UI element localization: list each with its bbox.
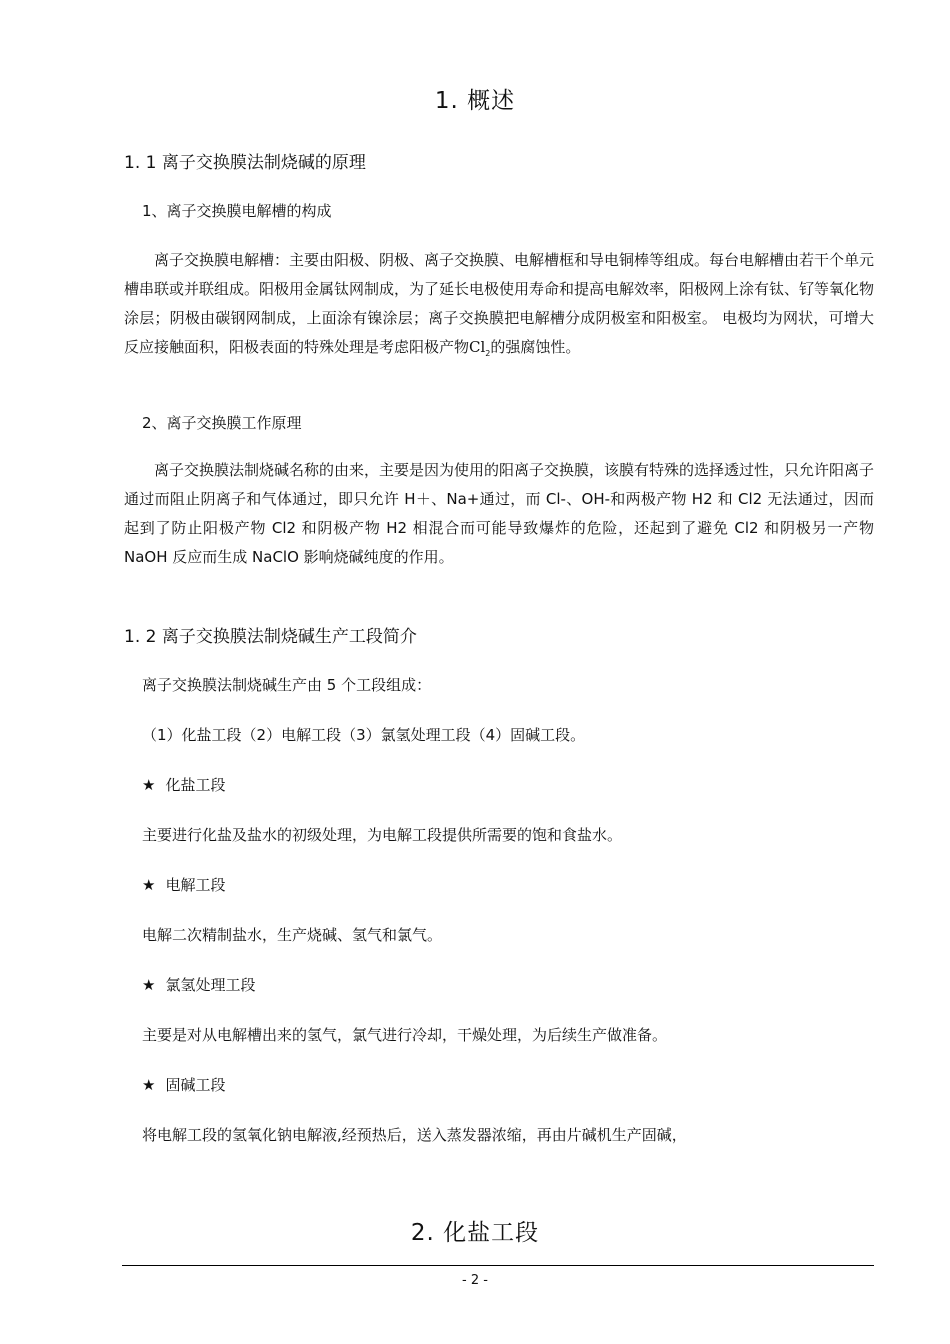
stage-title: 化盐工段 [165, 776, 226, 794]
page-number: - 2 - [462, 1273, 488, 1288]
subsection-heading-1-1: 1. 1 离子交换膜法制烧碱的原理 [124, 153, 366, 173]
footer-rule [122, 1265, 874, 1266]
sub-heading-electrolyzer: 1、离子交换膜电解槽的构成 [142, 202, 332, 220]
subsection-heading-1-2: 1. 2 离子交换膜法制烧碱生产工段简介 [124, 627, 417, 647]
stage-heading-solid-caustic [142, 1074, 225, 1095]
star-icon: ★ [142, 1076, 156, 1094]
stage-heading-salt [142, 774, 225, 795]
paragraph-electrolyzer-text: 离子交换膜电解槽：主要由阳极、阴极、离子交换膜、电解槽框和导电铜棒等组成。每台电解槽由若干个单元槽串联或并联组成。阳极用金属钛网制成，为了延长电极使用寿命和提高电解效率，阳极网上涂有钛、钌等氧化物涂层；阴极由碳钢网制成，上面涂有镍涂层；离子交换膜把电解槽分成阴极室和阳极室。 电极均为网状，可增大反应接触面积，阳极表面的特殊处理是考虑阳极产物 [124, 251, 875, 356]
paragraph-principle: 离子交换膜法制烧碱名称的由来，主要是因为使用的阳离子交换膜，该膜有特殊的选择透过性，只允许阳离子通过而阻止阴离子和气体通过，即只允许 H＋、Na+通过，而 Cl-、OH-和两极产物 H2 和 Cl2 无法通过，因而起到了防止阳极产物 Cl2 和阴极产物 H2 相混合而可能导致爆炸的危险，还起到了避免 Cl2 和阴极另一产物 NaOH 反应而生成 NaClO 影响烧碱纯度的作用。 [124, 461, 875, 566]
section-title-1: 1. 概述 [434, 88, 516, 114]
star-icon: ★ [142, 876, 156, 894]
star-icon: ★ [142, 976, 156, 994]
stages-intro: 离子交换膜法制烧碱生产由 5 个工段组成： [142, 676, 432, 694]
stage-heading-chlorine-hydrogen [142, 974, 255, 995]
stage-desc-salt: 主要进行化盐及盐水的初级处理，为电解工段提供所需要的饱和食盐水。 [142, 826, 623, 844]
star-icon: ★ [142, 776, 156, 794]
stage-title: 电解工段 [165, 876, 226, 894]
stage-title: 固碱工段 [165, 1076, 226, 1094]
chem-formula: Cl [469, 338, 486, 356]
paragraph-electrolyzer [124, 246, 874, 368]
stages-list: （1）化盐工段（2）电解工段（3）氯氢处理工段（4）固碱工段。 [142, 726, 586, 744]
stage-title: 氯氢处理工段 [165, 976, 256, 994]
sub-heading-principle: 2、离子交换膜工作原理 [142, 414, 302, 432]
section-title-2: 2. 化盐工段 [410, 1220, 540, 1246]
chem-subscript: 2 [485, 349, 491, 358]
stage-desc-chlorine-hydrogen: 主要是对从电解槽出来的氢气，氯气进行冷却，干燥处理，为后续生产做准备。 [142, 1026, 668, 1044]
stage-desc-solid-caustic: 将电解工段的氢氧化钠电解液,经预热后，送入蒸发器浓缩，再由片碱机生产固碱， [142, 1126, 687, 1144]
stage-desc-electrolysis: 电解二次精制盐水，生产烧碱、氢气和氯气。 [142, 926, 443, 944]
paragraph-electrolyzer-end: 的强腐蚀性。 [490, 338, 581, 356]
stage-heading-electrolysis [142, 874, 225, 895]
